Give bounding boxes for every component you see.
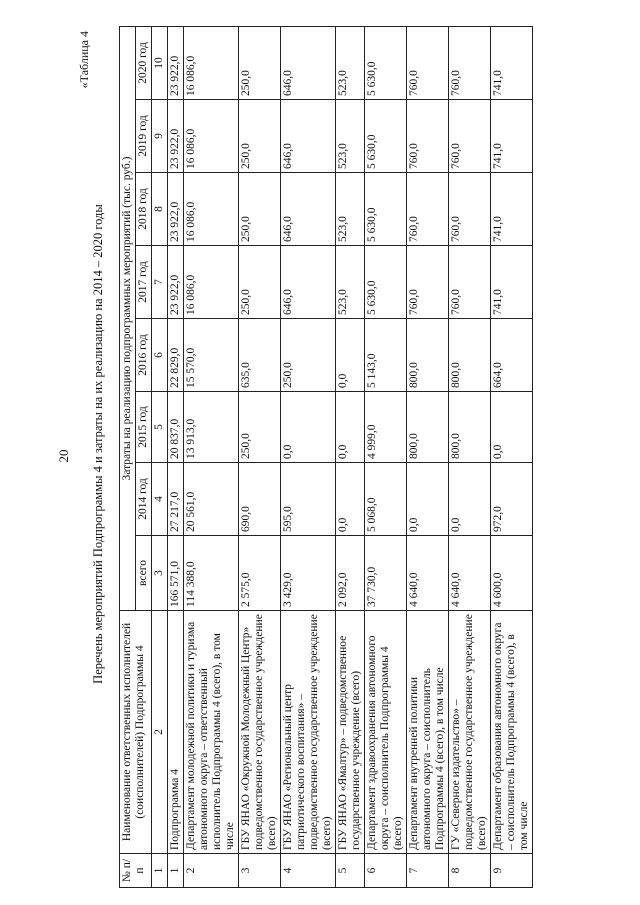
header-col-2018: 2018 год xyxy=(136,173,152,246)
row-name: Департамент образования автономного округа – соисполнитель Подпрограммы 4 (всего), в том числе xyxy=(491,611,533,854)
index-cell: 6 xyxy=(152,319,168,392)
header-col-2019: 2019 год xyxy=(136,100,152,173)
page-number: 20 xyxy=(56,449,71,463)
cell-2016: 250,0 xyxy=(281,319,336,392)
cell-2016: 5 143,0 xyxy=(365,319,407,392)
cell-2017: 250,0 xyxy=(239,246,281,319)
cell-2015: 0,0 xyxy=(336,392,365,463)
table-row xyxy=(168,26,184,887)
index-row xyxy=(152,26,168,887)
index-cell: 9 xyxy=(152,100,168,173)
cell-total: 2 092,0 xyxy=(336,536,365,611)
cell-2016: 635,0 xyxy=(239,319,281,392)
table-row xyxy=(491,26,533,887)
cell-2017: 646,0 xyxy=(281,246,336,319)
table-row xyxy=(184,26,239,887)
row-num: 3 xyxy=(239,854,281,888)
cell-2015: 20 837,0 xyxy=(168,392,184,463)
cell-2017: 760,0 xyxy=(449,246,491,319)
header-costs: Затраты на реализацию подпрограммных мероприятий (тыс. руб.) xyxy=(120,26,136,610)
cell-2017: 741,0 xyxy=(491,246,533,319)
table-label: «Таблица 4 xyxy=(77,31,91,89)
table-row xyxy=(336,26,365,887)
cell-2014: 595,0 xyxy=(281,463,336,536)
cell-2020: 23 922,0 xyxy=(168,26,184,99)
cell-2020: 523,0 xyxy=(336,26,365,99)
cell-2018: 760,0 xyxy=(407,173,449,246)
cell-total: 114 388,0 xyxy=(184,536,239,611)
table-row xyxy=(449,26,491,887)
header-col-2020: 2020 год xyxy=(136,26,152,99)
header-row-1 xyxy=(120,26,136,887)
row-name: Департамент молодежной политики и туризма автономного округа – ответственный исполнитель Подпрограммы 4 (всего), в том числе xyxy=(184,611,239,854)
row-num: 5 xyxy=(336,854,365,888)
cell-2018: 760,0 xyxy=(449,173,491,246)
cell-2018: 741,0 xyxy=(491,173,533,246)
cell-total: 4 640,0 xyxy=(407,536,449,611)
cell-2018: 5 630,0 xyxy=(365,173,407,246)
cell-2015: 800,0 xyxy=(449,392,491,463)
cell-2018: 523,0 xyxy=(336,173,365,246)
cell-2017: 760,0 xyxy=(407,246,449,319)
cell-2017: 16 086,0 xyxy=(184,246,239,319)
row-num: 4 xyxy=(281,854,336,888)
cell-2016: 800,0 xyxy=(449,319,491,392)
row-name: ГБУ ЯНАО «Окружной Молодежный Центр» подведомственное государственное учреждение (всего) xyxy=(239,611,281,854)
cell-2020: 250,0 xyxy=(239,26,281,99)
cell-2020: 5 630,0 xyxy=(365,26,407,99)
index-cell: 1 xyxy=(152,854,168,888)
row-name: Подпрограмма 4 xyxy=(168,611,184,854)
cell-2020: 741,0 xyxy=(491,26,533,99)
cell-total: 37 730,0 xyxy=(365,536,407,611)
cell-total: 4 640,0 xyxy=(449,536,491,611)
cell-2019: 760,0 xyxy=(407,100,449,173)
index-cell: 3 xyxy=(152,536,168,611)
header-num: № п/п xyxy=(120,854,152,888)
index-cell: 5 xyxy=(152,392,168,463)
cell-2016: 664,0 xyxy=(491,319,533,392)
header-name: Наименование ответственных исполнителей (соисполнителей) Подпрограммы 4 xyxy=(120,611,152,854)
cell-2020: 16 086,0 xyxy=(184,26,239,99)
cell-2014: 0,0 xyxy=(407,463,449,536)
cell-2019: 523,0 xyxy=(336,100,365,173)
row-name: ГУ «Северное издательство» – подведомственное государственное учреждение (всего) xyxy=(449,611,491,854)
row-num: 6 xyxy=(365,854,407,888)
row-num: 2 xyxy=(184,854,239,888)
row-num: 7 xyxy=(407,854,449,888)
rotated-page-content xyxy=(77,0,573,892)
cell-2014: 0,0 xyxy=(449,463,491,536)
cell-2016: 15 570,0 xyxy=(184,319,239,392)
cell-2018: 16 086,0 xyxy=(184,173,239,246)
cell-2014: 0,0 xyxy=(336,463,365,536)
cell-total: 2 575,0 xyxy=(239,536,281,611)
cell-2019: 5 630,0 xyxy=(365,100,407,173)
index-cell: 4 xyxy=(152,463,168,536)
index-cell: 8 xyxy=(152,173,168,246)
cell-2019: 23 922,0 xyxy=(168,100,184,173)
row-num: 1 xyxy=(168,854,184,888)
cell-2014: 972,0 xyxy=(491,463,533,536)
header-col-2016: 2016 год xyxy=(136,319,152,392)
header-col-total: всего xyxy=(136,536,152,611)
row-num: 8 xyxy=(449,854,491,888)
row-name: ГБУ ЯНАО «Ямалтур» – подведомственное государственное учреждение (всего) xyxy=(336,611,365,854)
cell-2015: 0,0 xyxy=(281,392,336,463)
cell-2014: 27 217,0 xyxy=(168,463,184,536)
cell-2019: 16 086,0 xyxy=(184,100,239,173)
header-col-2017: 2017 год xyxy=(136,246,152,319)
cell-total: 4 600,0 xyxy=(491,536,533,611)
row-num: 9 xyxy=(491,854,533,888)
table-row xyxy=(407,26,449,887)
cell-2016: 0,0 xyxy=(336,319,365,392)
cell-2018: 250,0 xyxy=(239,173,281,246)
table-row xyxy=(239,26,281,887)
cell-2020: 646,0 xyxy=(281,26,336,99)
index-cell: 2 xyxy=(152,611,168,854)
cell-2015: 0,0 xyxy=(491,392,533,463)
cell-2014: 20 561,0 xyxy=(184,463,239,536)
cell-2015: 250,0 xyxy=(239,392,281,463)
cell-2020: 760,0 xyxy=(407,26,449,99)
cell-2020: 760,0 xyxy=(449,26,491,99)
expenses-table xyxy=(119,26,533,888)
header-col-2015: 2015 год xyxy=(136,392,152,463)
cell-2017: 523,0 xyxy=(336,246,365,319)
cell-total: 3 429,0 xyxy=(281,536,336,611)
cell-2016: 800,0 xyxy=(407,319,449,392)
cell-2019: 741,0 xyxy=(491,100,533,173)
cell-2019: 760,0 xyxy=(449,100,491,173)
table-heading: Перечень мероприятий Подпрограммы 4 и затраты на их реализацию на 2014 – 2020 годы xyxy=(91,204,105,684)
cell-2019: 646,0 xyxy=(281,100,336,173)
cell-total: 166 571,0 xyxy=(168,536,184,611)
index-cell: 10 xyxy=(152,26,168,99)
cell-2015: 13 913,0 xyxy=(184,392,239,463)
cell-2018: 646,0 xyxy=(281,173,336,246)
cell-2014: 5 068,0 xyxy=(365,463,407,536)
cell-2017: 23 922,0 xyxy=(168,246,184,319)
cell-2015: 800,0 xyxy=(407,392,449,463)
cell-2019: 250,0 xyxy=(239,100,281,173)
row-name: Департамент внутренней политики автономного округа – соисполнитель Подпрограммы 4 (всего), в том числе xyxy=(407,611,449,854)
cell-2014: 690,0 xyxy=(239,463,281,536)
cell-2017: 5 630,0 xyxy=(365,246,407,319)
cell-2016: 22 829,0 xyxy=(168,319,184,392)
table-row xyxy=(281,26,336,887)
header-col-2014: 2014 год xyxy=(136,463,152,536)
table-row xyxy=(365,26,407,887)
cell-2015: 4 999,0 xyxy=(365,392,407,463)
cell-2018: 23 922,0 xyxy=(168,173,184,246)
row-name: ГБУ ЯНАО «Региональный центр патриотического воспитания» – подведомственное государственное учреждение (всего) xyxy=(281,611,336,854)
row-name: Департамент здравоохранения автономного округа – соисполнитель Подпрограммы 4 (всего) xyxy=(365,611,407,854)
index-cell: 7 xyxy=(152,246,168,319)
